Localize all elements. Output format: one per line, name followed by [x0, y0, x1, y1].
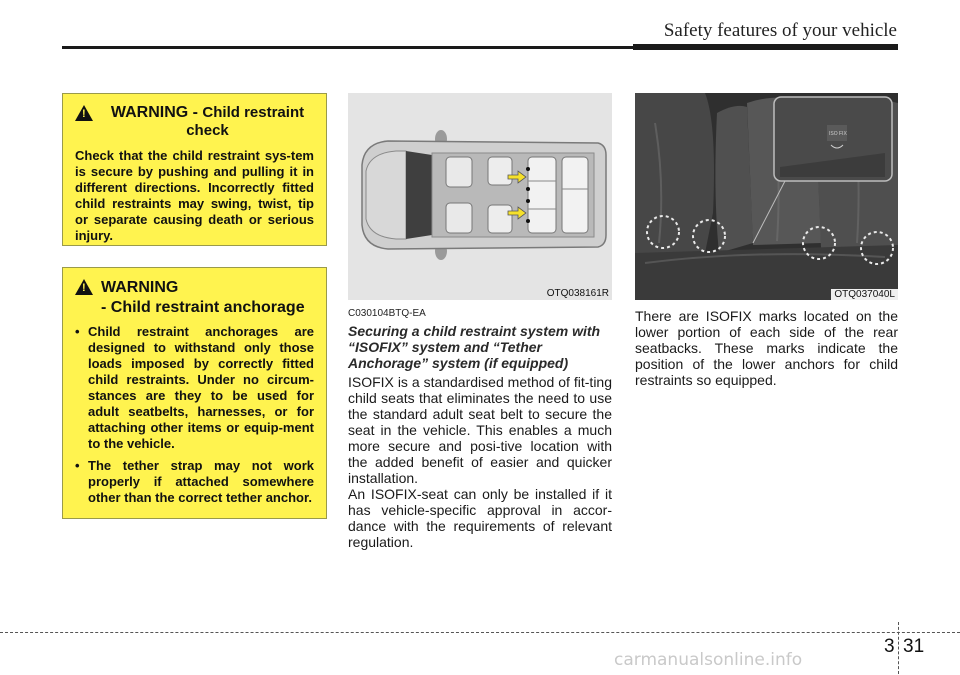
figure-isofix-seats — [635, 93, 898, 300]
page-number: 31 — [903, 636, 925, 657]
warning-title-a: Child restraint — [202, 104, 305, 121]
warning-subtitle: - Child restraint anchorage — [101, 299, 305, 316]
section-code: C030104BTQ-EA — [348, 308, 426, 319]
warning-title — [101, 278, 305, 318]
warning-icon — [75, 105, 93, 121]
paragraph-isofix-intro: ISOFIX is a standardised method of fit-ting child seats that eliminates the need to use the standard adult seat belt to secure the seat in the vehicle. This enables a much more secure and posi-tive location with the added benefit of easier and quicker installation. — [348, 374, 612, 486]
section-title: Safety features of your vehicle — [663, 20, 897, 41]
footer-divider — [898, 622, 899, 674]
figure-vehicle-top-view — [348, 93, 612, 300]
inset-isofix-label: ISO FIX — [829, 131, 847, 137]
isofix-seats-illustration — [635, 93, 898, 300]
warning-list-item: • Child restraint anchorages are designed to withstand only those loads imposed by correctly fitted child restraints. Under no circum-stances are they to be used for adult seatbelts, harnesses, or for attaching other items or equip-ment to the vehicle. — [75, 324, 314, 452]
footer-rule — [0, 632, 960, 633]
figure-caption: OTQ037040L — [831, 289, 898, 300]
chapter-number: 3 — [884, 636, 895, 657]
figure-caption: OTQ038161R — [546, 288, 609, 299]
warning-box-child-restraint-anchorage — [62, 267, 327, 519]
watermark: carmanualsonline.info — [614, 650, 803, 670]
warning-body: Check that the child restraint sys-tem is secure by pushing and pulling it in different directions. Incorrectly fitted child restraints may swing, twist, tip or separate causing death or serious injury. — [75, 148, 314, 243]
warning-word: WARNING — [101, 279, 179, 296]
header-rule-tab — [633, 44, 898, 50]
warning-word: WARNING - — [110, 104, 203, 121]
section-heading: Securing a child restraint system with “ISOFIX” system and “Tether Anchorage” system (if equipped) — [348, 323, 601, 371]
paragraph-isofix-marks: There are ISOFIX marks located on the lower portion of each side of the rear seatbacks. These marks indicate the position of the lower anchors for child restraints so equipped. — [635, 308, 898, 388]
warning-list — [75, 324, 314, 506]
vehicle-top-view-illustration — [348, 93, 612, 300]
warning-title-b: check — [186, 122, 229, 139]
paragraph-isofix-approval: An ISOFIX-seat can only be installed if it has vehicle-specific approval in accor-dance with the requirements of relevant regulation. — [348, 486, 612, 550]
warning-title — [101, 104, 314, 140]
warning-box-child-restraint-check — [62, 93, 327, 246]
warning-icon — [75, 279, 93, 295]
warning-list-item: • The tether strap may not work properly if attached somewhere other than the correct tether anchor. — [75, 458, 314, 506]
